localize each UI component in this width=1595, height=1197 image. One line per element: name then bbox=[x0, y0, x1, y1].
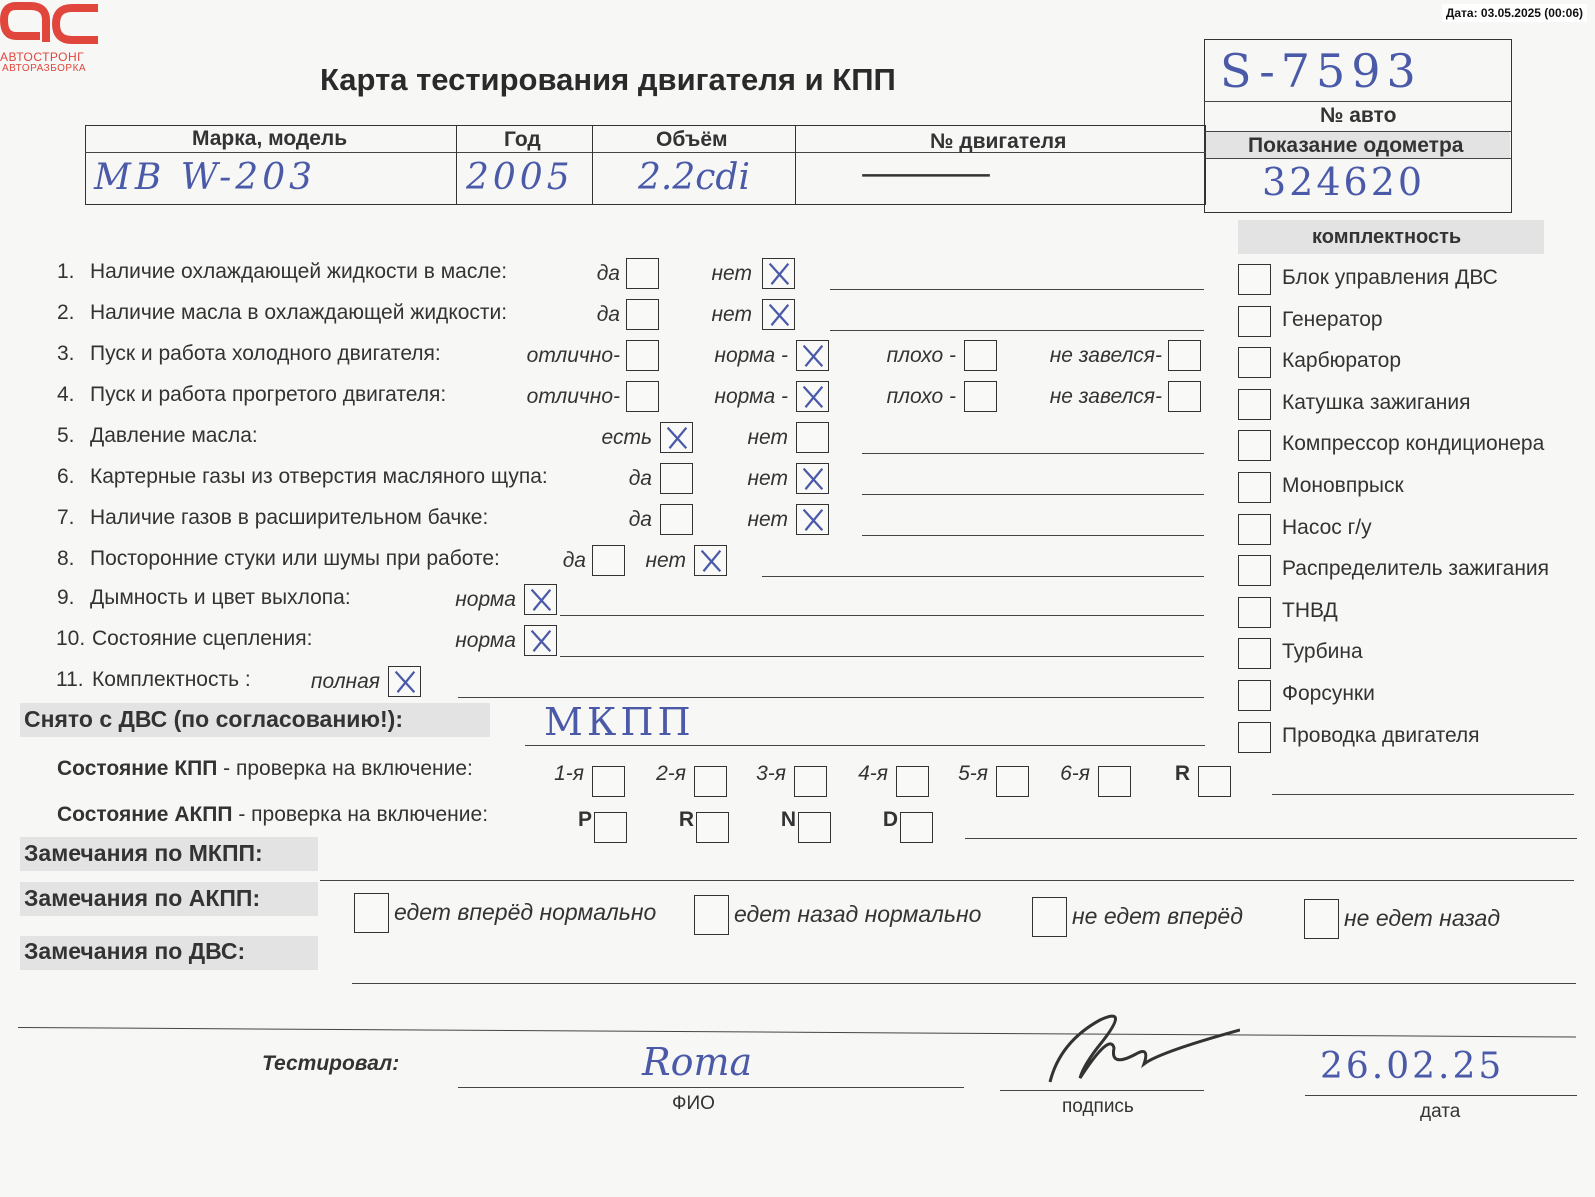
page-title: Карта тестирования двигателя и КПП bbox=[320, 62, 896, 97]
engine-number-label: № двигателя bbox=[930, 130, 1067, 153]
year-label: Год bbox=[504, 128, 541, 151]
akpp-remark-checkbox[interactable] bbox=[354, 893, 389, 933]
date-caption: дата bbox=[1420, 1101, 1461, 1122]
question-text: Давление масла: bbox=[90, 424, 258, 447]
completeness-item-label: Блок управления ДВС bbox=[1282, 266, 1498, 289]
completeness-item-label: Форсунки bbox=[1282, 682, 1375, 705]
question-option-checkbox[interactable] bbox=[660, 422, 693, 453]
question-option-label: нет bbox=[645, 549, 686, 572]
completeness-item-label: Катушка зажигания bbox=[1282, 390, 1471, 414]
question-option-label: не завелся- bbox=[1049, 385, 1162, 408]
check-x-icon bbox=[661, 423, 692, 452]
model-value: МВ W-203 bbox=[94, 157, 317, 198]
question-option-label: да bbox=[628, 467, 652, 490]
akpp-mode-checkbox[interactable] bbox=[696, 812, 729, 843]
question-option-label: нет bbox=[711, 262, 752, 285]
question-option-checkbox[interactable] bbox=[796, 504, 829, 535]
akpp-mode-label: P bbox=[577, 808, 592, 831]
completeness-checkbox[interactable] bbox=[1238, 597, 1271, 628]
kpp-gear-label: 6-я bbox=[1060, 762, 1090, 785]
question-text: Пуск и работа холодного двигателя: bbox=[90, 342, 441, 365]
question-option-checkbox[interactable] bbox=[388, 666, 421, 697]
completeness-checkbox[interactable] bbox=[1238, 389, 1271, 420]
question-option-checkbox[interactable] bbox=[796, 422, 829, 453]
question-option-checkbox[interactable] bbox=[626, 340, 659, 371]
question-option-checkbox[interactable] bbox=[524, 584, 557, 615]
completeness-item-label: Турбина bbox=[1282, 640, 1363, 664]
question-text: Наличие газов в расширительном бачке: bbox=[90, 506, 489, 529]
akpp-remark-checkbox[interactable] bbox=[1032, 897, 1067, 937]
signature-caption: подпись bbox=[1062, 1096, 1134, 1117]
question-option-label: плохо - bbox=[886, 344, 956, 367]
question-option-checkbox[interactable] bbox=[762, 299, 795, 330]
kpp-gear-label: R bbox=[1174, 762, 1190, 785]
engine-number-value: — bbox=[856, 150, 996, 196]
odometer-label: Показание одометра bbox=[1248, 134, 1464, 157]
kpp-label: Состояние КПП - проверка на включение: bbox=[57, 757, 473, 780]
question-option-label: отлично- bbox=[526, 344, 620, 367]
completeness-checkbox[interactable] bbox=[1238, 264, 1271, 295]
question-text: Комплектность : bbox=[92, 668, 251, 691]
question-text: Наличие масла в охлаждающей жидкости: bbox=[90, 301, 508, 324]
completeness-checkbox[interactable] bbox=[1238, 472, 1271, 503]
check-x-icon bbox=[525, 626, 556, 655]
question-option-label: нет bbox=[747, 426, 788, 449]
question-option-label: норма - bbox=[714, 385, 788, 408]
odometer-value: 324620 bbox=[1262, 160, 1426, 204]
removed-label: Снято с ДВС (по согласованию!): bbox=[24, 706, 403, 732]
question-number: 7. bbox=[57, 506, 75, 529]
test-date: 26.02.25 bbox=[1320, 1046, 1505, 1087]
kpp-gear-label: 2-я bbox=[656, 762, 686, 785]
question-option-label: норма - bbox=[714, 344, 788, 367]
question-number: 6. bbox=[57, 465, 75, 488]
question-option-label: да bbox=[596, 303, 620, 326]
question-text: Посторонние стуки или шумы при работе: bbox=[90, 547, 500, 570]
completeness-checkbox[interactable] bbox=[1238, 555, 1271, 586]
question-number: 9. bbox=[57, 586, 75, 609]
question-option-checkbox[interactable] bbox=[626, 258, 659, 289]
kpp-gear-checkbox[interactable] bbox=[794, 766, 827, 797]
question-option-label: отлично- bbox=[526, 385, 620, 408]
logo-subtitle: АВТОРАЗБОРКА bbox=[2, 63, 87, 74]
question-number: 11. bbox=[56, 668, 84, 691]
completeness-title: комплектность bbox=[1312, 226, 1462, 248]
completeness-checkbox[interactable] bbox=[1238, 514, 1271, 545]
question-option-label: да bbox=[562, 549, 586, 572]
question-option-label: нет bbox=[747, 467, 788, 490]
completeness-item-label: Карбюратор bbox=[1282, 349, 1402, 373]
question-option-checkbox[interactable] bbox=[964, 381, 997, 412]
kpp-gear-label: 3-я bbox=[756, 762, 786, 785]
check-x-icon bbox=[389, 667, 420, 696]
akpp-remark-checkbox[interactable] bbox=[1304, 899, 1339, 939]
check-x-icon bbox=[797, 382, 828, 411]
year-value: 2005 bbox=[466, 157, 574, 198]
akpp-remark-checkbox[interactable] bbox=[694, 895, 729, 935]
question-option-label: нет bbox=[747, 508, 788, 531]
question-option-checkbox[interactable] bbox=[660, 504, 693, 535]
completeness-item-label: Моновпрыск bbox=[1282, 474, 1404, 497]
akpp-mode-label: R bbox=[678, 808, 694, 831]
question-option-label: есть bbox=[601, 426, 652, 449]
volume-label: Объём bbox=[656, 128, 728, 151]
akpp-remark-label: едет вперёд нормально bbox=[394, 899, 657, 925]
question-text: Состояние сцепления: bbox=[92, 627, 313, 650]
check-x-icon bbox=[695, 546, 726, 575]
question-number: 8. bbox=[57, 547, 75, 570]
question-option-checkbox[interactable] bbox=[796, 340, 829, 371]
akpp-remark-label: не едет вперёд bbox=[1072, 903, 1243, 929]
tester-name: Roma bbox=[642, 1040, 753, 1084]
completeness-checkbox[interactable] bbox=[1238, 638, 1271, 669]
logo bbox=[0, 0, 104, 76]
kpp-gear-checkbox[interactable] bbox=[592, 766, 625, 797]
question-option-label: нет bbox=[711, 303, 752, 326]
tested-label: Тестировал: bbox=[262, 1052, 400, 1075]
kpp-gear-checkbox[interactable] bbox=[1098, 766, 1131, 797]
kpp-gear-checkbox[interactable] bbox=[1198, 766, 1231, 797]
akpp-mode-checkbox[interactable] bbox=[900, 812, 933, 843]
completeness-item-label: Генератор bbox=[1282, 307, 1383, 331]
car-number-label: № авто bbox=[1320, 104, 1397, 127]
akpp-mode-checkbox[interactable] bbox=[798, 812, 831, 843]
question-option-label: да bbox=[596, 262, 620, 285]
check-x-icon bbox=[797, 505, 828, 534]
question-number: 2. bbox=[57, 301, 75, 324]
question-option-label: норма bbox=[455, 629, 516, 652]
question-option-checkbox[interactable] bbox=[796, 381, 829, 412]
removed-value: МКПП bbox=[544, 700, 695, 744]
car-number-value: S-7593 bbox=[1220, 44, 1422, 98]
question-option-label: да bbox=[628, 508, 652, 531]
akpp-label: Состояние АКПП - проверка на включение: bbox=[57, 803, 489, 826]
question-text: Пуск и работа прогретого двигателя: bbox=[90, 383, 447, 406]
question-number: 3. bbox=[57, 342, 75, 365]
akpp-remark-label: едет назад нормально bbox=[734, 901, 982, 927]
completeness-item-label: Распределитель зажигания bbox=[1282, 557, 1550, 581]
question-option-checkbox[interactable] bbox=[964, 340, 997, 371]
completeness-item-label: Насос г/у bbox=[1282, 515, 1372, 539]
volume-value: 2.2cdi bbox=[638, 157, 750, 198]
logo-brand: АВТОСТРОНГ bbox=[0, 50, 85, 64]
completeness-item-label: Проводка двигателя bbox=[1282, 723, 1480, 747]
remarks-dvs-label: Замечания по ДВС: bbox=[24, 938, 246, 964]
completeness-checkbox[interactable] bbox=[1238, 306, 1271, 337]
question-option-label: не завелся- bbox=[1049, 344, 1162, 367]
completeness-checkbox[interactable] bbox=[1238, 722, 1271, 753]
question-option-checkbox[interactable] bbox=[694, 545, 727, 576]
akpp-mode-checkbox[interactable] bbox=[594, 812, 627, 843]
kpp-gear-checkbox[interactable] bbox=[996, 766, 1029, 797]
question-option-checkbox[interactable] bbox=[660, 463, 693, 494]
kpp-gear-label: 5-я bbox=[958, 762, 988, 785]
question-option-label: плохо - bbox=[886, 385, 956, 408]
question-number: 5. bbox=[57, 424, 75, 447]
check-x-icon bbox=[797, 464, 828, 493]
question-option-checkbox[interactable] bbox=[762, 258, 795, 289]
completeness-item-label: ТНВД bbox=[1282, 598, 1338, 622]
remarks-akpp-label: Замечания по АКПП: bbox=[24, 885, 261, 911]
completeness-checkbox[interactable] bbox=[1238, 680, 1271, 711]
kpp-gear-checkbox[interactable] bbox=[896, 766, 929, 797]
question-text: Картерные газы из отверстия масляного щупа: bbox=[90, 465, 548, 488]
check-x-icon bbox=[525, 585, 556, 614]
completeness-checkbox[interactable] bbox=[1238, 430, 1271, 461]
name-caption: ФИО bbox=[672, 1093, 715, 1114]
question-number: 1. bbox=[57, 260, 75, 283]
question-option-checkbox[interactable] bbox=[626, 381, 659, 412]
check-x-icon bbox=[763, 300, 794, 329]
check-x-icon bbox=[763, 259, 794, 288]
question-option-label: полная bbox=[310, 670, 380, 693]
kpp-gear-label: 4-я bbox=[858, 762, 888, 785]
question-option-checkbox[interactable] bbox=[592, 545, 625, 576]
question-number: 4. bbox=[57, 383, 75, 406]
logo-mark-icon bbox=[0, 0, 104, 50]
kpp-gear-checkbox[interactable] bbox=[694, 766, 727, 797]
question-option-checkbox[interactable] bbox=[626, 299, 659, 330]
completeness-checkbox[interactable] bbox=[1238, 347, 1271, 378]
question-option-checkbox[interactable] bbox=[1168, 381, 1201, 412]
model-label: Марка, модель bbox=[192, 127, 348, 150]
akpp-remark-label: не едет назад bbox=[1344, 905, 1501, 931]
signature-icon bbox=[1040, 1002, 1240, 1092]
question-text: Дымность и цвет выхлопа: bbox=[90, 586, 351, 609]
check-x-icon bbox=[797, 341, 828, 370]
akpp-mode-label: D bbox=[882, 808, 898, 831]
question-text: Наличие охлаждающей жидкости в масле: bbox=[90, 260, 508, 283]
remarks-mkpp-label: Замечания по МКПП: bbox=[24, 840, 263, 866]
question-option-checkbox[interactable] bbox=[796, 463, 829, 494]
question-option-checkbox[interactable] bbox=[1168, 340, 1201, 371]
question-option-checkbox[interactable] bbox=[524, 625, 557, 656]
kpp-gear-label: 1-я bbox=[554, 762, 584, 785]
question-option-label: норма bbox=[455, 588, 516, 611]
akpp-mode-label: N bbox=[780, 808, 796, 831]
stamp-date: Дата: 03.05.2025 (00:06) bbox=[1442, 4, 1587, 22]
question-number: 10. bbox=[56, 627, 86, 650]
completeness-item-label: Компрессор кондиционера bbox=[1282, 432, 1545, 456]
